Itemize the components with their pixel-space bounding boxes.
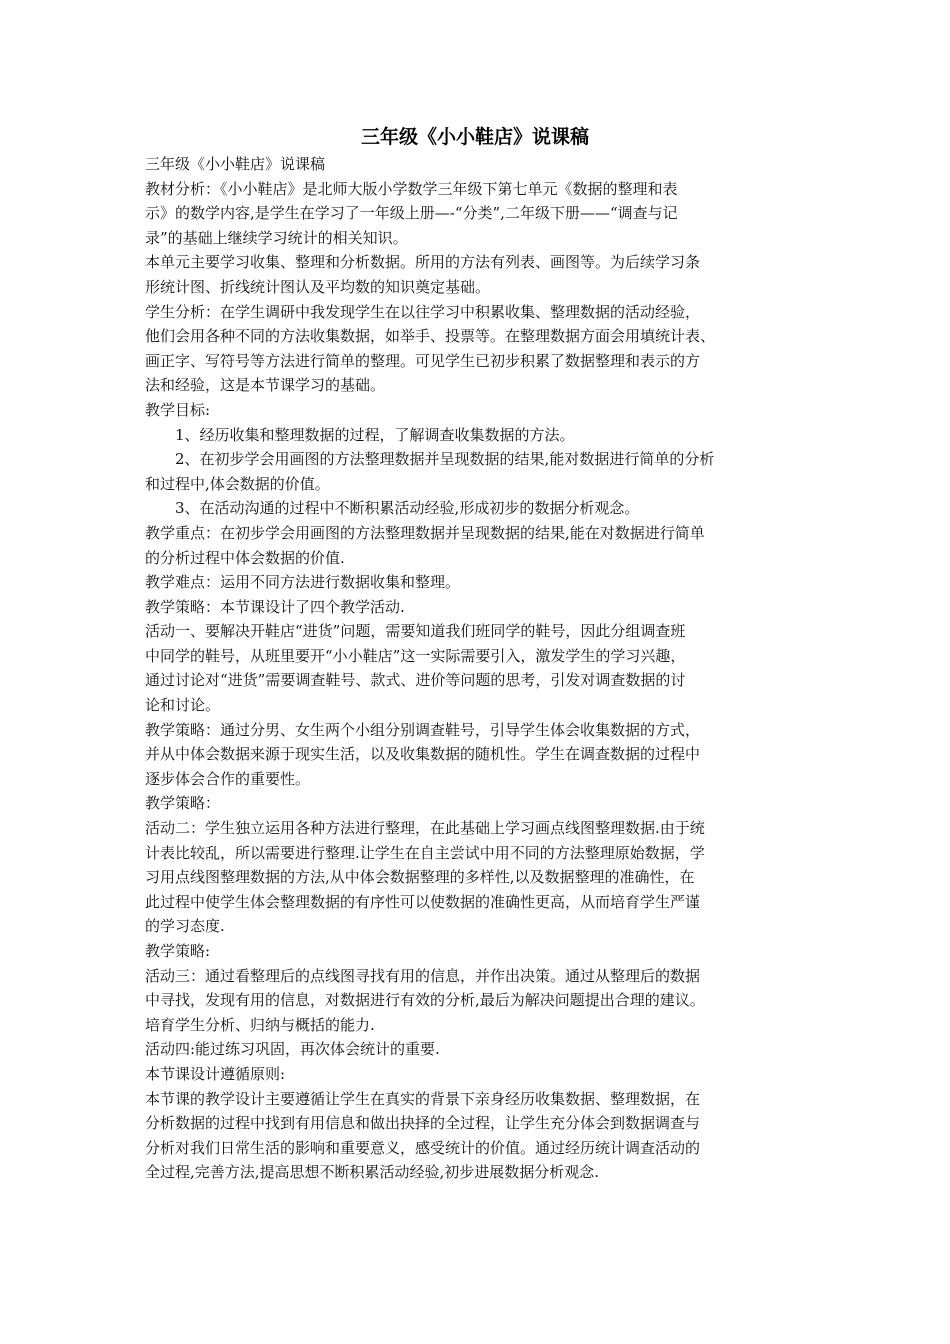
document-body (145, 152, 805, 1185)
text-line: 此过程中使学生体会整理数据的有序性可以使数据的准确性更高，从而培育学生严谨 (145, 892, 701, 911)
text-line: 3、在活动沟通的过程中不断积累活动经验,形成初步的数据分析观念。 (175, 499, 640, 518)
text-line: 中寻找，发现有用的信息，对数据进行有效的分析,最后为解决问题提出合理的建议。 (145, 991, 705, 1010)
text-line: 录”的基础上继续学习统计的相关知识。 (145, 228, 408, 247)
text-line: 教学策略: (145, 942, 211, 960)
text-line: 教材分析：《小小鞋店》是北师大版小学数学三年级下第七单元《数据的整理和表 (145, 179, 678, 198)
text-line: 画正字、写符号等方法进行简单的整理。可见学生已初步积累了数据整理和表示的方 (145, 351, 701, 370)
text-line: 并从中体会数据来源于现实生活，以及收集数据的随机性。学生在调查数据的过程中 (145, 745, 701, 764)
text-line: 本节课的教学设计主要遵循让学生在真实的背景下亲身经历收集数据、整理数据，在 (145, 1089, 701, 1108)
text-line: 通过讨论对“进货”需要调查鞋号、款式、进价等问题的思考，引发对调查数据的讨 (145, 671, 686, 690)
text-line: 教学重点：在初步学会用画图的方法整理数据并呈现数据的结果,能在对数据进行简单 (145, 523, 705, 542)
text-line: 计表比较乱，所以需要进行整理.让学生在自主尝试中用不同的方法整理原始数据，学 (145, 843, 705, 862)
text-line: 的分析过程中体会数据的价值. (145, 548, 345, 567)
text-line: 习用点线图整理数据的方法,从中体会数据整理的多样性,以及数据整理的准确性，在 (145, 868, 695, 887)
text-line: 全过程,完善方法,提高思想不断积累活动经验,初步进展数据分析观念. (145, 1163, 600, 1182)
text-line: 论和讨论。 (145, 696, 221, 715)
text-line: 形统计图、折线统计图认及平均数的知识奠定基础。 (145, 277, 491, 296)
text-line: 分析对我们日常生活的影响和重要意义，感受统计的价值。通过经历统计调查活动的 (145, 1138, 701, 1157)
text-line: 和过程中,体会数据的价值。 (145, 474, 330, 493)
text-line: 学生分析：在学生调研中我发现学生在以往学习中积累收集、整理数据的活动经验， (145, 302, 701, 321)
text-line: 逐步体会合作的重要性。 (145, 769, 311, 788)
text-line: 培育学生分析、归纳与概括的能力. (145, 1015, 375, 1034)
text-line: 他们会用各种不同的方法收集数据，如举手、投票等。在整理数据方面会用填统计表、 (145, 327, 716, 346)
text-line: 教学策略：通过分男、女生两个小组分别调查鞋号，引导学生体会收集数据的方式， (145, 720, 701, 739)
text-line: 中同学的鞋号，从班里要开“小小鞋店”这一实际需要引入，激发学生的学习兴趣， (145, 646, 686, 665)
text-line: 分析数据的过程中找到有用信息和做出抉择的全过程，让学生充分体会到数据调查与 (145, 1114, 701, 1133)
text-line: 活动一、要解决开鞋店“进货”问题，需要知道我们班同学的鞋号，因此分组调查班 (145, 622, 686, 641)
document-title: 三年级《小小鞋店》说课稿 (360, 126, 589, 148)
text-line: 教学策略：本节课设计了四个教学活动. (145, 597, 405, 616)
text-line: 2、在初步学会用画图的方法整理数据并呈现数据的结果,能对数据进行简单的分析 (175, 450, 715, 469)
text-line: 教学策略： (145, 794, 221, 813)
text-line: 的学习态度. (145, 917, 225, 936)
text-line: 1、经历收集和整理数据的过程，了解调查收集数据的方法。 (175, 425, 575, 444)
text-line: 活动四:能过练习巩固，再次体会统计的重要. (145, 1040, 440, 1059)
text-line: 本节课设计遵循原则: (145, 1064, 286, 1083)
text-line: 活动三：通过看整理后的点线图寻找有用的信息，并作出决策。通过从整理后的数据 (145, 966, 701, 985)
text-line: 示》的数学内容,是学生在学习了一年级上册—-“分类”,二年级下册——“调查与记 (145, 204, 678, 223)
text-line: 教学难点：运用不同方法进行数据收集和整理。 (145, 573, 461, 592)
text-line: 教学目标: (145, 400, 211, 419)
text-line: 法和经验，这是本节课学习的基础。 (145, 376, 386, 395)
text-line: 活动二：学生独立运用各种方法进行整理，在此基础上学习画点线图整理数据.由于统 (145, 819, 705, 838)
text-line: 本单元主要学习收集、整理和分析数据。所用的方法有列表、画图等。为后续学习条 (145, 253, 701, 272)
text-line: 三年级《小小鞋店》说课稿 (145, 155, 326, 173)
